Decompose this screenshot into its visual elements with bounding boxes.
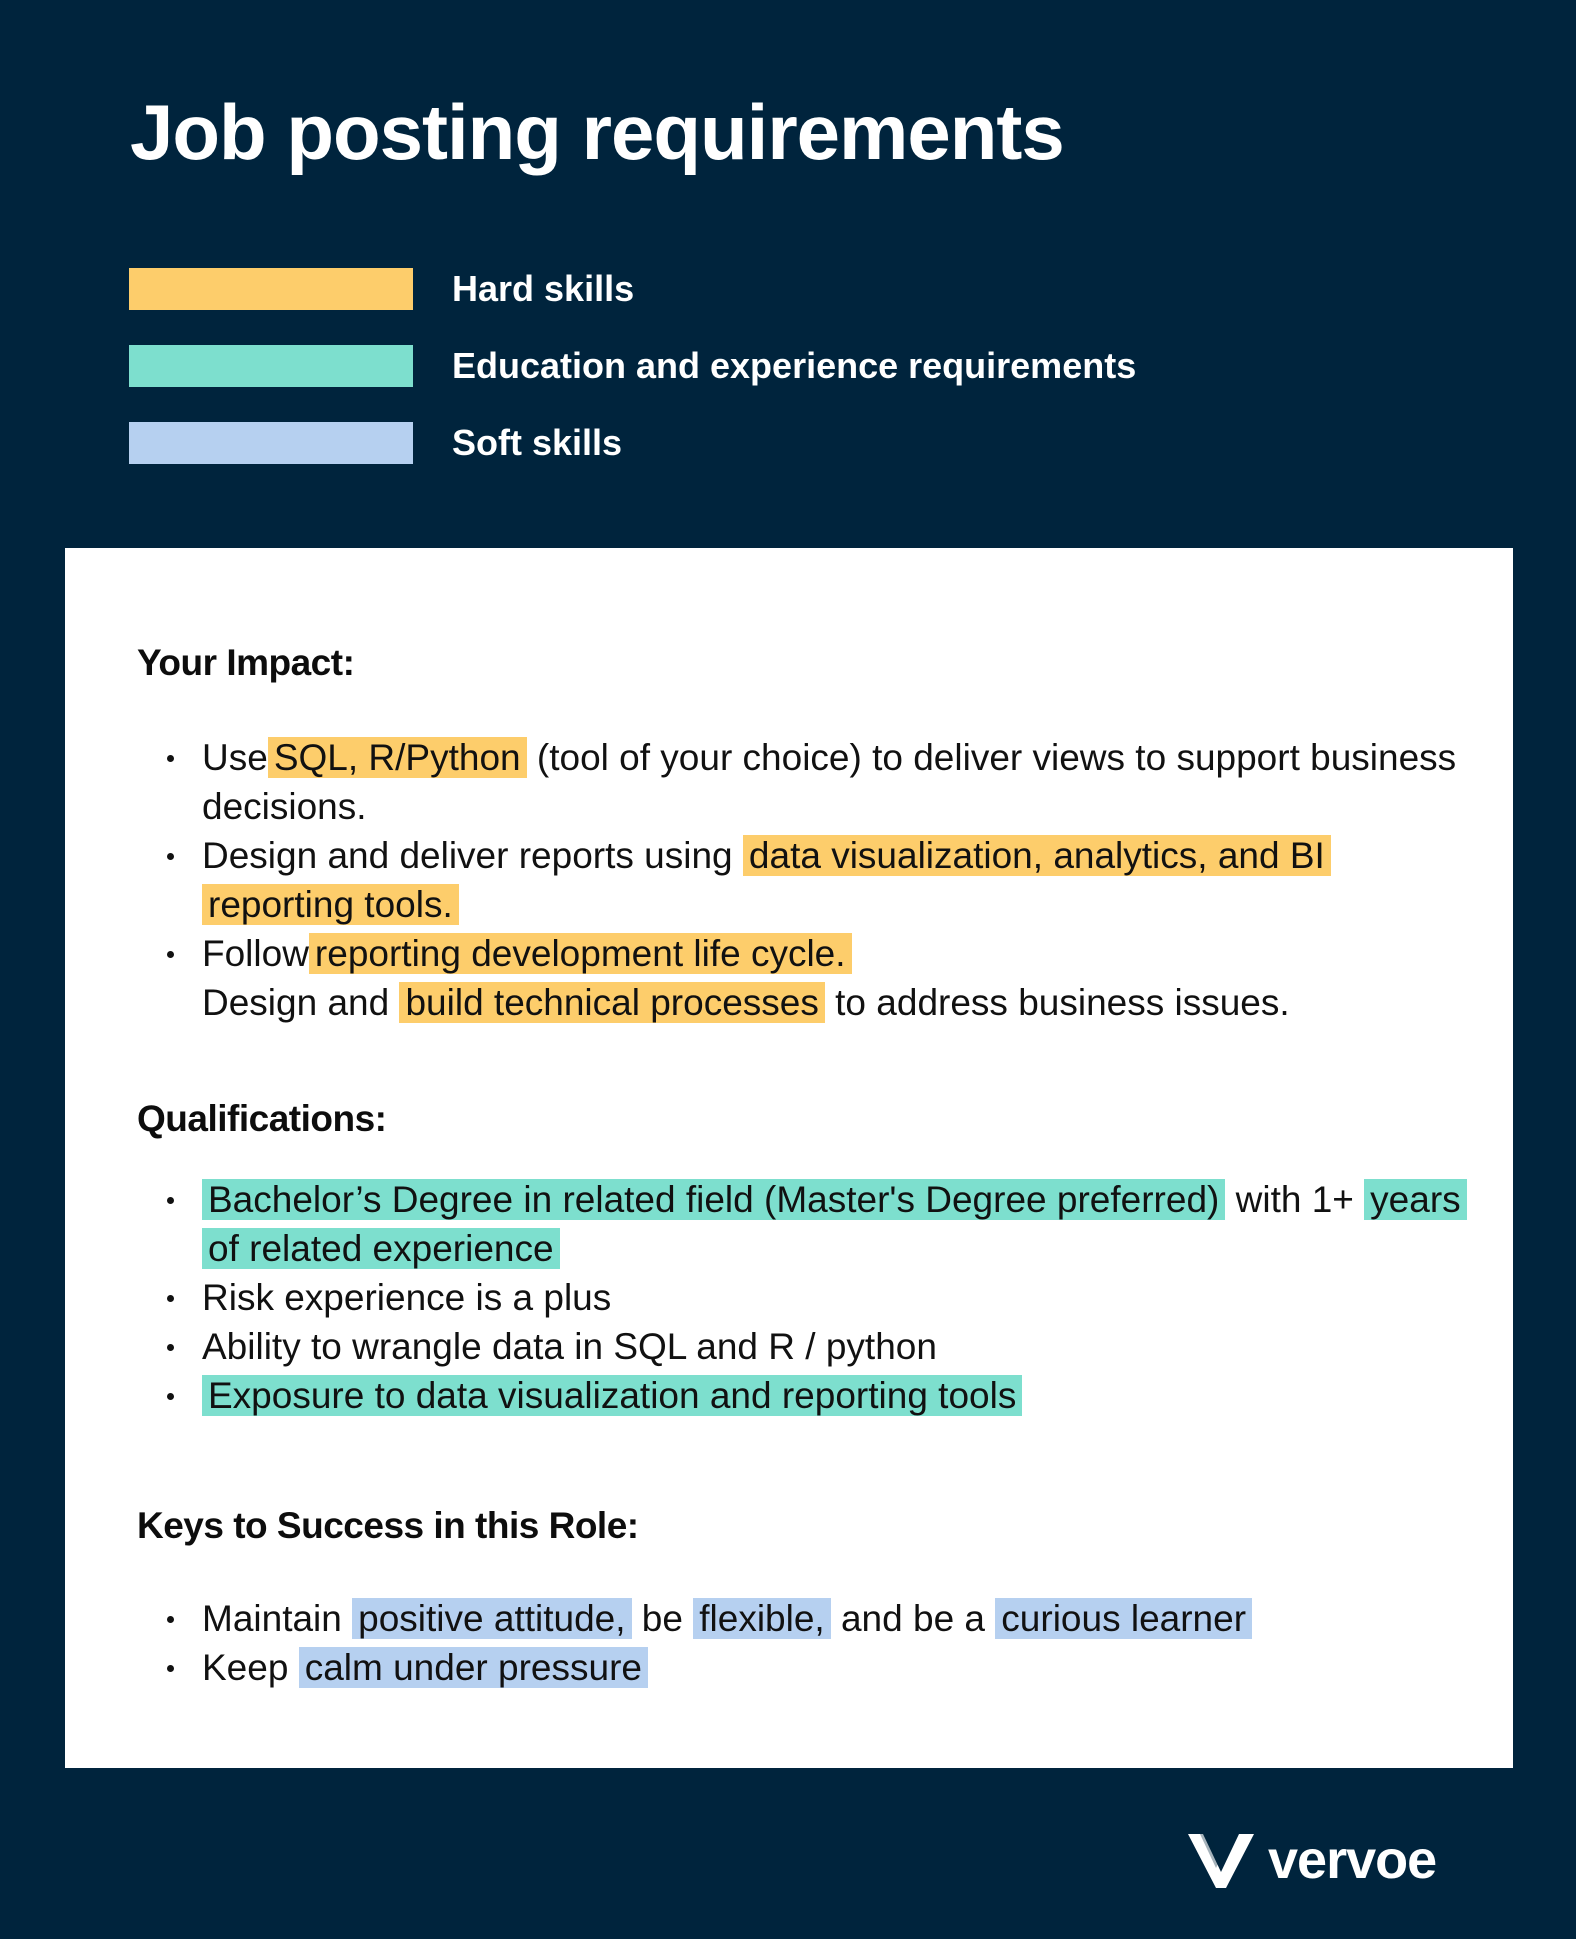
job-description-card (65, 548, 1513, 1768)
keys-heading: Keys to Success in this Role: (137, 1505, 639, 1546)
legend-label: Hard skills (452, 268, 635, 309)
education-highlight: Exposure to data visualization and reporting tools (202, 1375, 1022, 1416)
bullet-dot-icon (167, 853, 174, 860)
hard-skill-highlight: data visualization, analytics, and BI reporting tools. (202, 835, 1331, 925)
list-item (137, 1322, 1477, 1371)
bullet-dot-icon (167, 1197, 174, 1204)
education-highlight: years of related experience (202, 1179, 1467, 1269)
logo-wordmark: vervoe (1268, 1830, 1437, 1890)
list-item (137, 1371, 1477, 1420)
text-segment: Risk experience is a plus (202, 1277, 612, 1318)
page-title: Job posting requirements (130, 88, 1064, 176)
text-segment: with 1+ (1225, 1179, 1365, 1220)
hard-skill-highlight: SQL, R/Python (268, 737, 527, 778)
soft-skill-highlight: positive attitude, (352, 1598, 631, 1639)
vervoe-logo (1188, 1832, 1468, 1890)
text-segment: to address business issues. (824, 982, 1290, 1023)
qualifications-heading: Qualifications: (137, 1098, 387, 1139)
hard-skill-highlight: reporting development life cycle. (309, 933, 852, 974)
legend-swatch-soft-skills (129, 422, 413, 464)
text-segment: Use (202, 737, 268, 778)
list-item (137, 1175, 1477, 1273)
text-segment: Design and (202, 982, 390, 1023)
text-segment: Keep (202, 1647, 289, 1688)
list-item (137, 1643, 1477, 1692)
vervoe-v-logo-icon (1188, 1834, 1254, 1888)
education-highlight: Bachelor’s Degree in related field (Master's Degree preferred) (202, 1179, 1225, 1220)
soft-skill-highlight: curious learner (995, 1598, 1252, 1639)
text-segment: Design and deliver reports using (202, 835, 733, 876)
bullet-dot-icon (167, 1295, 174, 1302)
text-segment: and be a (830, 1598, 986, 1639)
list-item (137, 1273, 1477, 1322)
bullet-dot-icon (167, 1665, 174, 1672)
hard-skill-highlight: build technical processes (399, 982, 824, 1023)
legend-swatch-education (129, 345, 413, 387)
bullet-dot-icon (167, 1344, 174, 1351)
qualifications-list (137, 1175, 1477, 1420)
keys-list (137, 1594, 1477, 1692)
bullet-dot-icon (167, 755, 174, 762)
list-item (137, 929, 1477, 1027)
text-segment: Maintain (202, 1598, 342, 1639)
text-segment: be (631, 1598, 683, 1639)
impact-heading: Your Impact: (137, 642, 355, 683)
bullet-dot-icon (167, 951, 174, 958)
impact-list (137, 733, 1477, 1027)
text-segment: Follow (202, 933, 309, 974)
text-segment: Ability to wrangle data in SQL and R / python (202, 1326, 937, 1367)
legend-label: Education and experience requirements (452, 345, 1137, 386)
legend-swatch-hard-skills (129, 268, 413, 310)
soft-skill-highlight: calm under pressure (299, 1647, 648, 1688)
list-item (137, 1594, 1477, 1643)
soft-skill-highlight: flexible, (693, 1598, 830, 1639)
bullet-dot-icon (167, 1616, 174, 1623)
legend-label: Soft skills (452, 422, 623, 463)
list-item (137, 733, 1477, 831)
text-segment: (tool of your choice) to deliver views to support business decisions. (202, 737, 1457, 827)
bullet-dot-icon (167, 1393, 174, 1400)
list-item (137, 831, 1477, 929)
